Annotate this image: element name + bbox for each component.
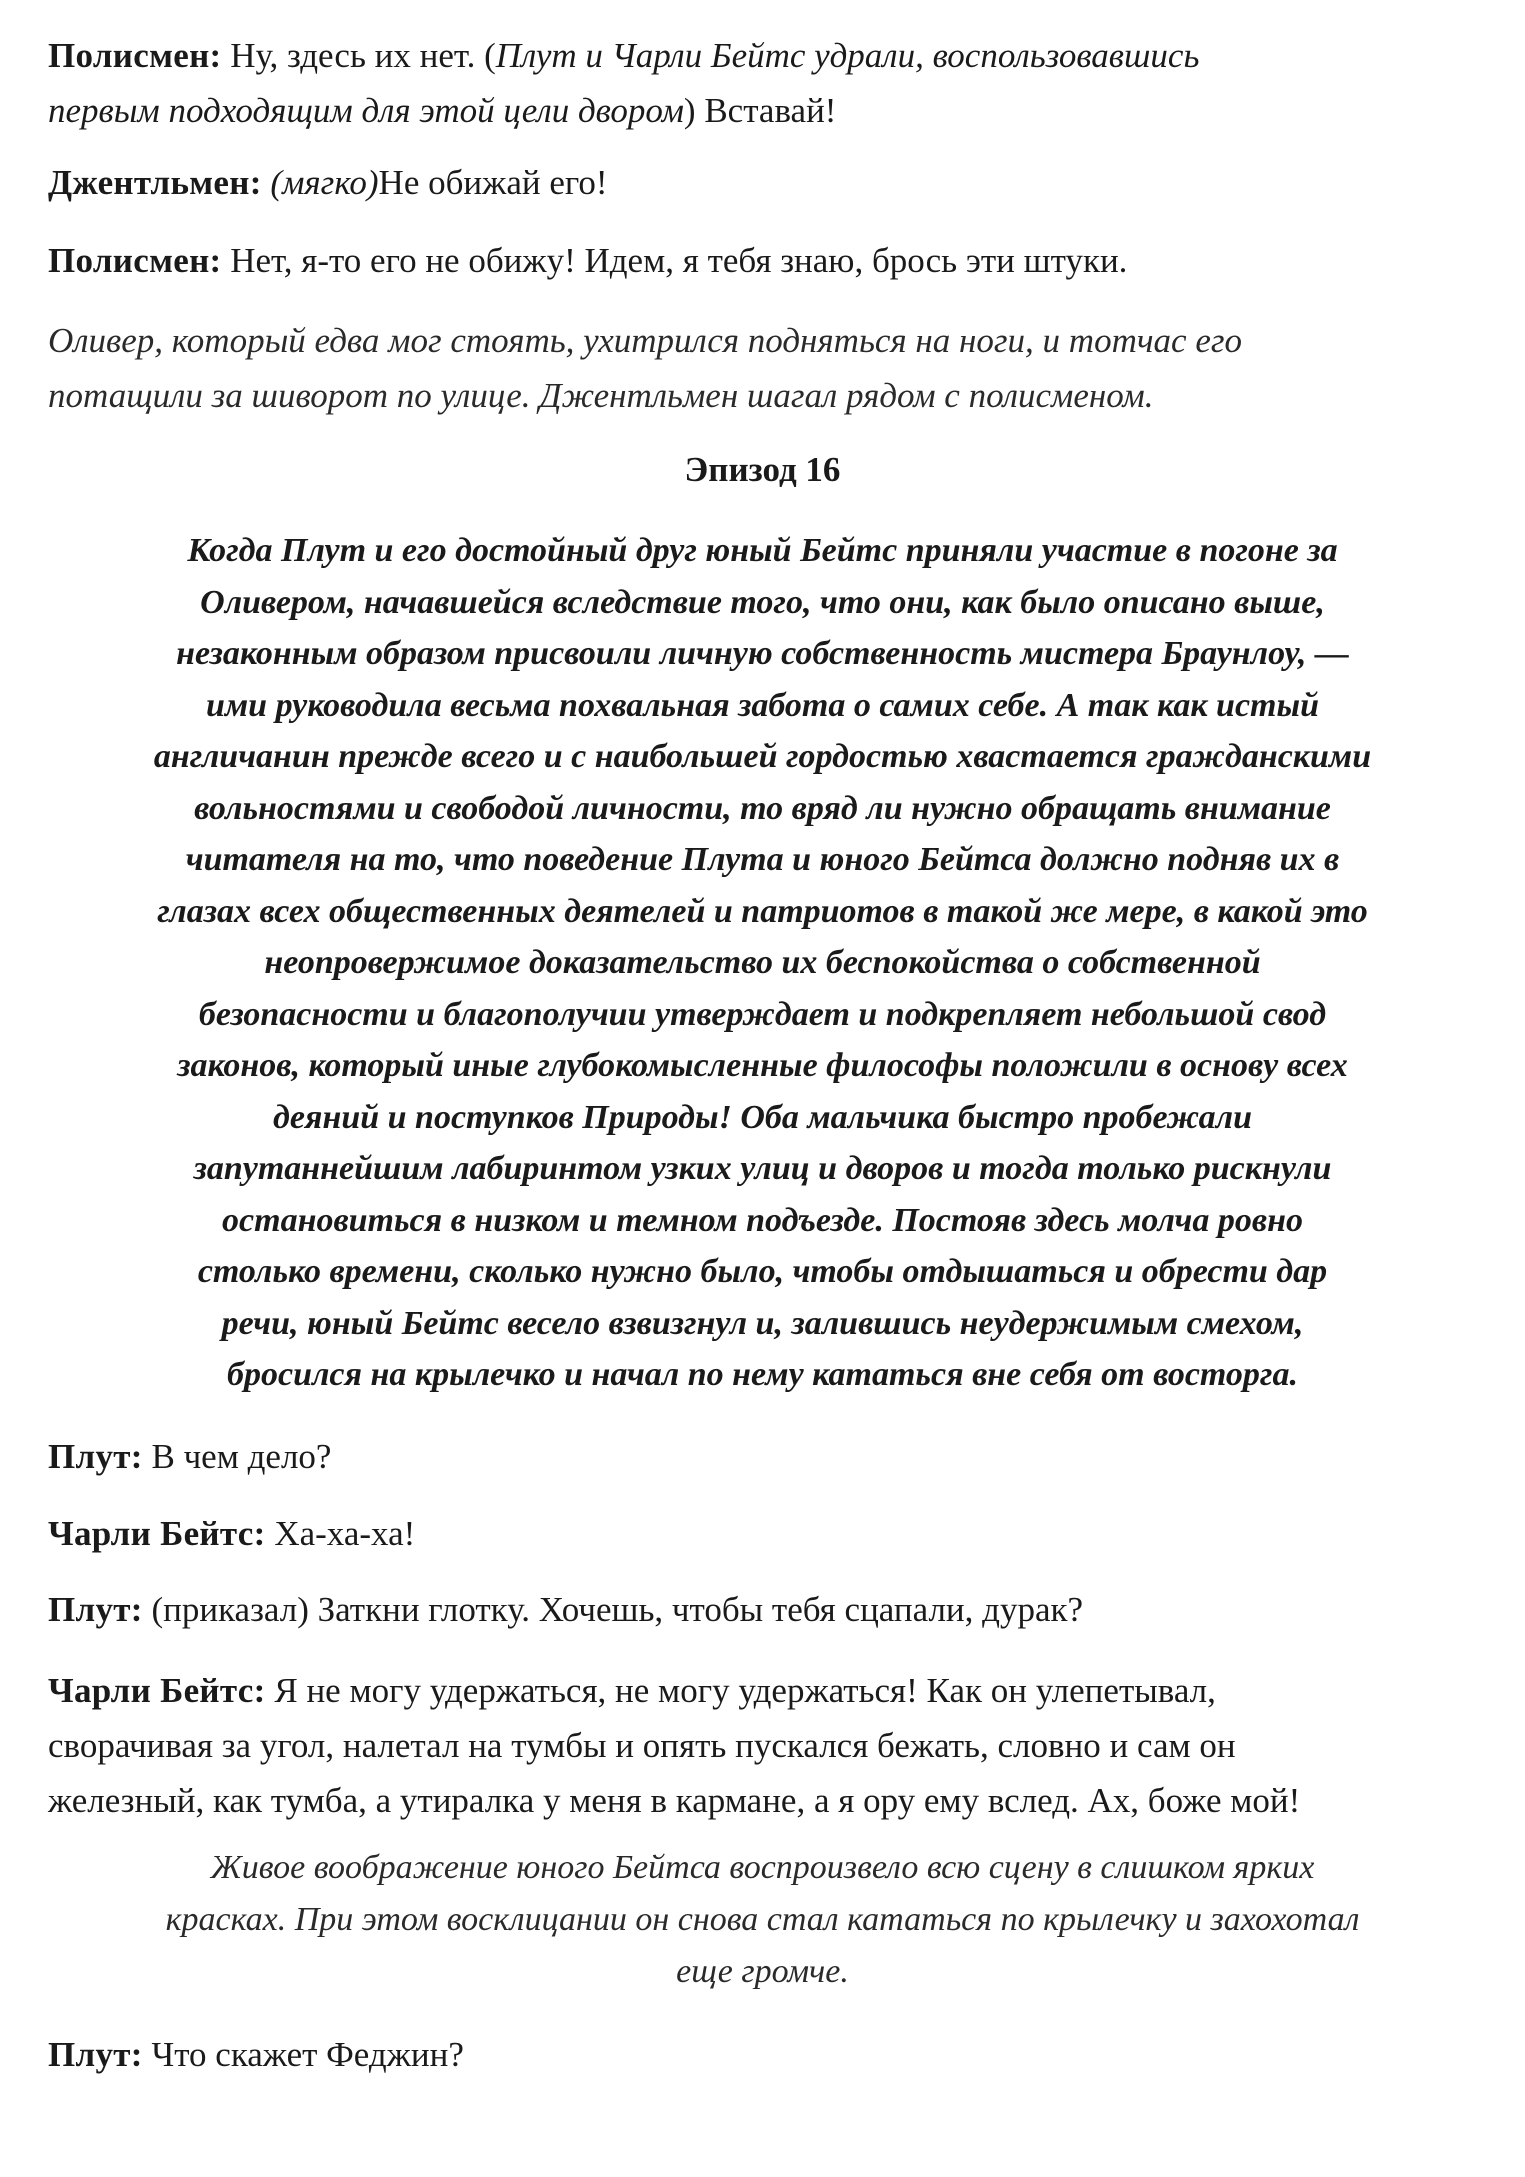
gentleman-line	[48, 162, 608, 204]
speaker-gentleman: Джентльмен:	[48, 163, 262, 202]
speech-text: Что скажет Феджин?	[151, 2035, 464, 2074]
speaker-dodger: Плут:	[48, 2035, 143, 2074]
policeman-line-2	[48, 240, 1127, 282]
stage-direction: Плут и Чарли Бейтс удрали, воспользовавшись	[495, 36, 1200, 75]
speaker-policeman: Полисмен:	[48, 36, 222, 75]
policeman-line-1	[48, 28, 1199, 138]
dodger-line-1	[48, 1436, 331, 1478]
dodger-line-3	[48, 2034, 464, 2076]
intro-line: запутаннейшим лабиринтом узких улиц и дворов и тогда только рискнули	[193, 1150, 1332, 1187]
speech-text: ) Вставай!	[683, 91, 837, 130]
intro-line: столько времени, сколько нужно было, чтобы отдышаться и обрести дар	[197, 1253, 1328, 1290]
intro-line: неопровержимое доказательство их беспокойства о собственной	[264, 944, 1261, 981]
dodger-line-2	[48, 1589, 1083, 1631]
speech-text: сворачивая за угол, налетал на тумбы и опять пускался бежать, словно и сам он	[48, 1726, 1236, 1765]
speech-text: Ну, здесь их нет. (	[230, 36, 496, 75]
stage-direction: первым подходящим для этой цели двором	[48, 91, 684, 130]
narration-line: Оливер, который едва мог стоять, ухитрился подняться на ноги, и тотчас его	[48, 321, 1243, 360]
intro-line: читателя на то, что поведение Плута и юного Бейтса должно подняв их в	[185, 841, 1340, 878]
narration-1	[48, 313, 1242, 423]
narration-2	[0, 1842, 1525, 1998]
speaker-charley: Чарли Бейтс:	[48, 1514, 266, 1553]
speech-text: Нет, я-то его не обижу! Идем, я тебя знаю, брось эти штуки.	[230, 241, 1128, 280]
intro-line: Когда Плут и его достойный друг юный Бейтс приняли участие в погоне за	[187, 532, 1338, 569]
intro-line: бросился на крылечко и начал по нему кататься вне себя от восторга.	[227, 1356, 1298, 1393]
intro-line: речи, юный Бейтс весело взвизгнул и, залившись неудержимым смехом,	[221, 1304, 1304, 1342]
speaker-dodger: Плут:	[48, 1437, 143, 1476]
speech-text: В чем дело?	[151, 1437, 332, 1476]
narration-line: Живое воображение юного Бейтса воспроизвело всю сцену в слишком ярких	[210, 1849, 1315, 1886]
charley-line-1	[48, 1513, 415, 1555]
speech-text: железный, как тумба, а утиралка у меня в кармане, а я ору ему вслед. Ах, боже мой!	[48, 1781, 1301, 1820]
episode-intro	[0, 525, 1525, 1401]
speech-text: (приказал) Заткни глотку. Хочешь, чтобы тебя сцапали, дурак?	[151, 1590, 1084, 1629]
intro-line: законов, который иные глубокомысленные философы положили в основу всех	[177, 1047, 1348, 1084]
speech-text: Не обижай его!	[378, 163, 608, 202]
intro-line: безопасности и благополучии утверждает и подкрепляет небольшой свод	[198, 995, 1327, 1033]
narration-line: потащили за шиворот по улице. Джентльмен шагал рядом с полисменом.	[48, 376, 1154, 415]
narration-line: красках. При этом восклицании он снова стал кататься по крылечку и захохотал	[165, 1901, 1360, 1938]
episode-title: Эпизод 16	[684, 450, 841, 489]
charley-speech	[48, 1663, 1300, 1828]
intro-line: остановиться в низком и темном подъезде. Постояв здесь молча ровно	[222, 1201, 1303, 1239]
speech-text: Я не могу удержаться, не могу удержаться! Как он улепетывал,	[274, 1671, 1216, 1710]
stage-direction: (мягко)	[270, 163, 379, 202]
intro-line: Оливером, начавшейся вследствие того, что они, как было описано выше,	[200, 583, 1325, 621]
intro-line: англичанин прежде всего и с наибольшей гордостью хвастается гражданскими	[153, 738, 1372, 775]
intro-line: незаконным образом присвоили личную собственность мистера Браунлоу, —	[176, 635, 1349, 672]
intro-line: глазах всех общественных деятелей и патриотов в такой же мере, в какой это	[157, 892, 1368, 930]
intro-line: вольностями и свободой личности, то вряд ли нужно обращать внимание	[194, 789, 1331, 827]
speaker-policeman: Полисмен:	[48, 241, 222, 280]
intro-line: деяний и поступков Природы! Оба мальчика быстро пробежали	[272, 1098, 1253, 1136]
intro-line: ими руководила весьма похвальная забота о самих себе. А так как истый	[205, 686, 1320, 724]
narration-line: еще громче.	[676, 1953, 849, 1990]
speech-text: Ха-ха-ха!	[274, 1514, 416, 1553]
speaker-charley: Чарли Бейтс:	[48, 1671, 266, 1710]
speaker-dodger: Плут:	[48, 1590, 143, 1629]
